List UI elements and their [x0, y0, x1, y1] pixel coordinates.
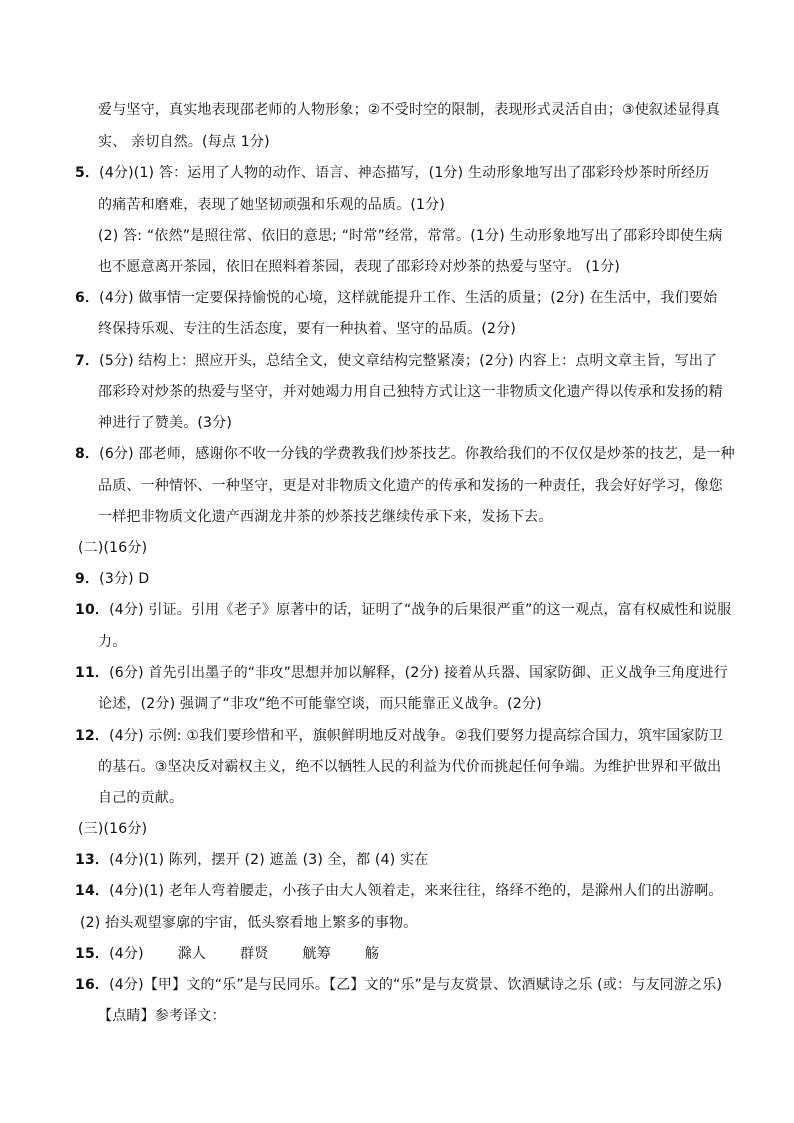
- text-line: (2) 抬头观望寥廓的宇宙，低头察看地上繁多的事物。: [80, 915, 418, 931]
- answer-text: (3分) D: [99, 571, 150, 587]
- answer-text: (4分) 示例: ①我们要珍惜和平，旗帜鲜明地反对战争。②我们要努力提高综合国力，筑牢国家防卫: [109, 728, 724, 744]
- question-number: 11．: [75, 665, 110, 681]
- answer-text: (4分)【甲】文的“乐”是与民同乐。【乙】文的“乐”是与友赏景、饮酒赋诗之乐 (或：与友同游之乐): [109, 977, 723, 993]
- answer-12: [75, 727, 723, 745]
- text-line: 邵彩玲对炒茶的热爱与坚守，并对她竭力用自己独特方式让这一非物质文化遗产得以传承和发扬的精: [98, 384, 723, 400]
- answer-text: (4分)(1) 陈列，摆开 (2) 遮盖 (3) 全，都 (4) 实在: [109, 852, 429, 868]
- question-number: 12．: [75, 728, 110, 744]
- answer-8: [75, 445, 735, 463]
- answer-word: 滁人: [177, 946, 207, 962]
- text-line: 终保持乐观、专注的生活态度，要有一种执着、坚守的品质。(2分): [98, 321, 517, 337]
- text-line: 论述，(2分) 强调了“非攻”绝不可能靠空谈，而只能靠正义战争。(2分): [98, 696, 542, 712]
- answer-text: (4分): [109, 946, 144, 962]
- text-line: (2) 答: “依然”是照往常、依旧的意思; “时常”经常，常常。(1分) 生动形象地写出了邵彩玲即使生病: [98, 228, 723, 244]
- question-number: 10．: [75, 602, 110, 618]
- question-number: 16．: [75, 977, 110, 993]
- answer-5: [75, 164, 709, 182]
- text-line: 一样把非物质文化遗产西湖龙井茶的炒茶技艺继续传承下来，发扬下去。: [98, 509, 553, 525]
- section-heading: (二)(16分): [78, 540, 148, 556]
- text-line: 自己的贡献。: [98, 790, 184, 806]
- text-line: 神进行了赞美。(3分): [98, 415, 233, 431]
- answer-text: (5分) 结构上：照应开头，总结全文，使文章结构完整紧凑；(2分) 内容上：点明文章主旨，写出了: [99, 353, 718, 369]
- answer-word: 群贤: [240, 946, 269, 962]
- text-line: 也不愿意离开茶园，依旧在照料着茶园，表现了邵彩玲对炒茶的热爱与坚守。 (1分): [98, 259, 621, 275]
- answer-15: [75, 945, 379, 963]
- answer-11: [75, 664, 728, 682]
- answer-word: 觞: [364, 946, 380, 962]
- answer-6: [75, 289, 717, 307]
- question-number: 14．: [75, 883, 110, 899]
- answer-text: (4分)(1) 老年人弯着腰走，小孩子由大人领着走，来来往往，络绎不绝的，是滁州人们的出游啊。: [109, 883, 723, 899]
- question-number: 5．: [75, 165, 100, 181]
- answer-text: (4分) 引证。引用《老子》原著中的话，证明了“战争的后果很严重”的这一观点，富有权威性和说服: [109, 602, 732, 618]
- answer-text: (6分) 首先引出墨子的“非攻”思想并加以解释，(2分) 接着从兵器、国家防御、正义战争三角度进行: [109, 665, 728, 681]
- text-line: 的痛苦和磨难，表现了她坚韧顽强和乐观的品质。(1分): [98, 197, 446, 213]
- section-heading: (三)(16分): [78, 821, 148, 837]
- text-line: 实、 亲切自然。(每点 1分): [98, 134, 270, 150]
- answer-text: (4分) 做事情一定要保持愉悦的心境，这样就能提升工作、生活的质量；(2分) 在生活中，我们要始: [99, 290, 718, 306]
- answer-text: (4分)(1) 答：运用了人物的动作、语言、神态描写，(1分) 生动形象地写出了邵彩玲炒茶时所经历: [99, 165, 710, 181]
- answer-7: [75, 352, 717, 370]
- question-number: 6．: [75, 290, 100, 306]
- question-number: 8．: [75, 446, 100, 462]
- question-number: 13．: [75, 852, 110, 868]
- answer-14: [75, 882, 723, 900]
- text-line: 力。: [98, 634, 127, 650]
- question-number: 9．: [75, 571, 100, 587]
- question-number: 7．: [75, 353, 100, 369]
- answer-13: [75, 851, 428, 869]
- answer-text: (6分) 邵老师，感谢你不收一分钱的学费教我们炒茶技艺。你教给我们的不仅仅是炒茶的技艺，是一种: [99, 446, 735, 462]
- text-line: 爱与坚守，真实地表现邵老师的人物形象；②不受时空的限制，表现形式灵活自由；③使叙述显得真: [98, 102, 720, 118]
- text-line: 【点睛】参考译文：: [98, 1008, 226, 1024]
- answer-9: [75, 570, 149, 588]
- text-line: 品质、一种情怀、一种坚守，更是对非物质文化遗产的传承和发扬的一种责任，我会好好学习，像您: [98, 478, 723, 494]
- answer-word: 觥筹: [302, 946, 331, 962]
- text-line: 的基石。③坚决反对霸权主义，绝不以牺牲人民的利益为代价而挑起任何争端。为维护世界和平做出: [98, 759, 722, 775]
- answer-16: [75, 976, 722, 994]
- question-number: 15．: [75, 946, 110, 962]
- answer-10: [75, 601, 731, 619]
